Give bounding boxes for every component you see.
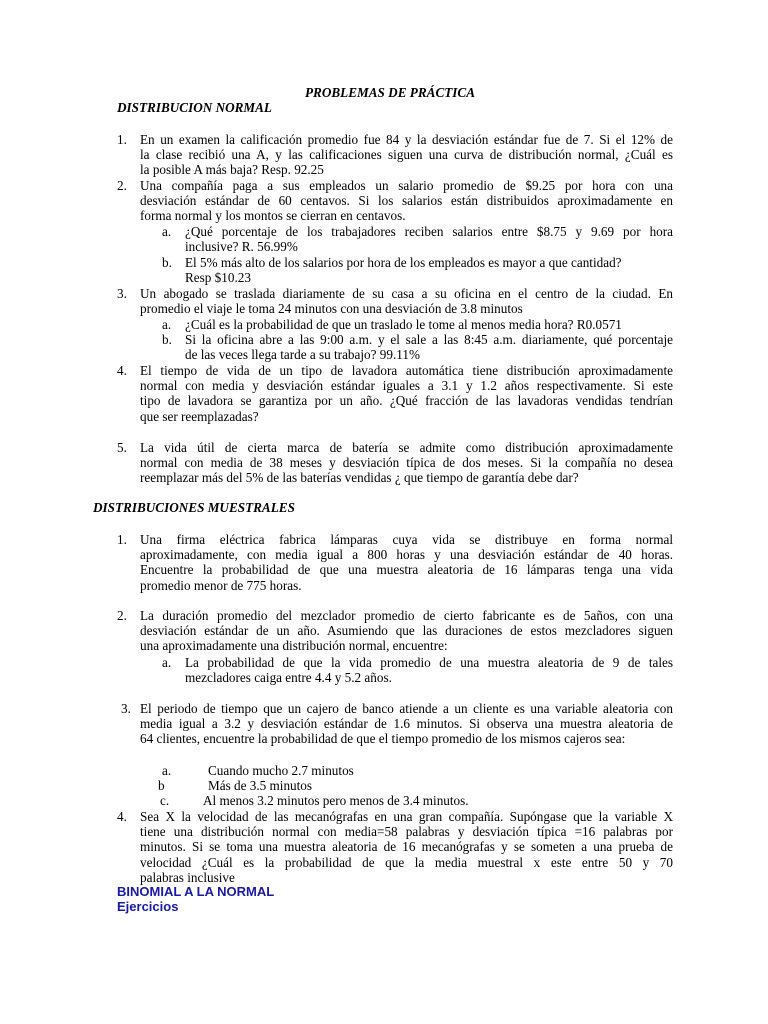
sub-item-letter: c. [160, 793, 170, 808]
item-number: 3. [117, 286, 127, 301]
page-title: PROBLEMAS DE PRÁCTICA [305, 85, 476, 100]
sub-item-letter: b [158, 778, 165, 793]
sample-problem-3c-text: Al menos 3.2 minutos pero menos de 3.4 minutos. [203, 793, 469, 808]
sample-problem-4-text: Sea X la velocidad de las mecanógrafas en una gran compañía. Supóngase que la variable X tiene una distribución normal con media=58 palabras y desviación típica =16 palabras por minutos. Si se toma una muestra aleatoria de 16 mecanógrafas y se someten a una prueba de velocidad ¿Cuál es la probabilidad de que la media muestral x este entre 50 y 70 palabras inclusive [140, 809, 673, 885]
problem-2b-text: El 5% más alto de los salarios por hora de los empleados es mayor a que cantidad? Resp $10.23 [185, 255, 622, 286]
sample-problem-2a-text: La probabilidad de que la vida promedio de una muestra aleatoria de 9 de tales mezcladores caiga entre 4.4 y 5.2 años. [185, 655, 673, 686]
sample-problem-3a-text: Cuando mucho 2.7 minutos [208, 763, 354, 778]
item-number: 1. [117, 532, 127, 547]
item-number: 4. [117, 809, 127, 824]
problem-2a-text: ¿Qué porcentaje de los trabajadores reciben salarios entre $8.75 y 9.69 por hora inclusive? R. 56.99% [185, 224, 673, 255]
item-number: 5. [117, 440, 127, 455]
problem-3-text: Un abogado se traslada diariamente de su casa a su oficina en el centro de la ciudad. En promedio el viaje le toma 24 minutos con una desviación de 3.8 minutos [140, 286, 673, 317]
sample-problem-3b-text: Más de 3.5 minutos [208, 778, 313, 793]
problem-3a-text: ¿Cuál es la probabilidad de que un traslado le tome al menos media hora? R0.0571 [185, 317, 622, 332]
sub-item-letter: a. [162, 655, 172, 670]
sub-item-letter: b. [162, 255, 172, 270]
sub-item-letter: a. [162, 763, 172, 778]
sample-problem-3-text: El periodo de tiempo que un cajero de banco atiende a un cliente es una variable aleatoria con media igual a 3.2 y desviación estándar de 1.6 minutos. Si observa una muestra aleatoria de 64 clientes, encuentre la probabilidad de que el tiempo promedio de los mismos cajeros sea: [140, 701, 673, 747]
sub-item-letter: a. [162, 317, 172, 332]
problem-4-text: El tiempo de vida de un tipo de lavadora automática tiene distribución aproximadamente normal con media y desviación estándar iguales a 3.1 y 1.2 años respectivamente. Si este tipo de lavadora se garantiza por un año. ¿Qué fracción de las lavadoras vendidas tendrían que ser reemplazadas? [140, 363, 673, 424]
item-number: 1. [117, 132, 127, 147]
sub-item-letter: a. [162, 224, 172, 239]
item-number: 2. [117, 608, 127, 623]
exercises-subheading: Ejercicios [117, 899, 179, 914]
problem-5-text: La vida útil de cierta marca de batería se admite como distribución aproximadamente normal con media de 38 meses y desviación típica de dos meses. Si la compañía no desea reemplazar más del 5% de las baterías vendidas ¿ que tiempo de garantía debe dar? [140, 440, 673, 486]
problem-1-text: En un examen la calificación promedio fue 84 y la desviación estándar fue de 7. Si el 12% de la clase recibió una A, y las calificaciones siguen una curva de distribución normal, ¿Cuál es la posible A más baja? Resp. 92.25 [140, 132, 673, 178]
sample-problem-2-text: La duración promedio del mezclador promedio de cierto fabricante es de 5años, con una desviación estándar de un año. Asumiendo que las duraciones de estos mezcladores siguen una aproximadamente una distribución normal, encuentre: [140, 608, 673, 654]
section-heading-binomial: BINOMIAL A LA NORMAL [117, 884, 275, 899]
sub-item-letter: b. [162, 332, 172, 347]
item-number: 3. [121, 701, 131, 716]
sample-problem-1-text: Una firma eléctrica fabrica lámparas cuya vida se distribuye en forma normal aproximadamente, con media igual a 800 horas y una desviación estándar de 40 horas. Encuentre la probabilidad de que una muestra aleatoria de 16 lámparas tenga una vida promedio menor de 775 horas. [140, 532, 673, 593]
section-heading-muestrales: DISTRIBUCIONES MUESTRALES [93, 500, 295, 515]
section-heading-normal: DISTRIBUCION NORMAL [117, 100, 272, 115]
item-number: 4. [117, 363, 127, 378]
item-number: 2. [117, 178, 127, 193]
problem-2-text: Una compañía paga a sus empleados un salario promedio de $9.25 por hora con una desviación estándar de 60 centavos. Si los salarios están distribuidos aproximadamente en forma normal y los montos se cierran en centavos. [140, 178, 673, 224]
problem-3b-text: Si la oficina abre a las 9:00 a.m. y el sale a las 8:45 a.m. diariamente, qué porcentaje de las veces llega tarde a su trabajo? 99.11% [185, 332, 673, 363]
